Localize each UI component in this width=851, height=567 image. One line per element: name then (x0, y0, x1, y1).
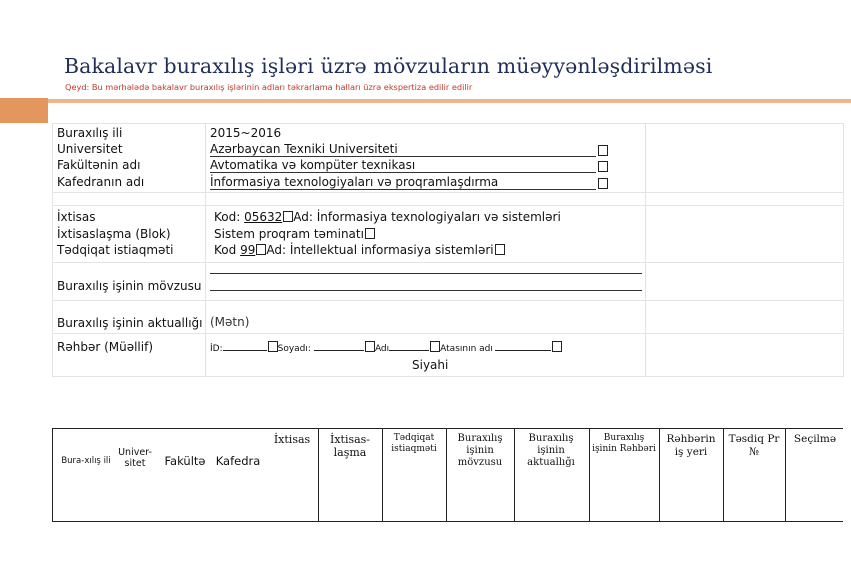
page-title: Bakalavr buraxılış işləri üzrə mövzuların müəyyənləşdirilməsi (64, 54, 713, 78)
col-department: Kafedra (215, 454, 261, 468)
col-year: Bura-xılış ili (61, 456, 111, 466)
grid-line (645, 123, 646, 376)
specialization-label: İxtisaslaşma (Blok) (57, 227, 171, 241)
topic-line[interactable] (210, 290, 642, 291)
year-label: Buraxılış ili (57, 126, 123, 140)
faculty-value: Avtomatika və kompüter texnikası (210, 158, 416, 172)
grid-line (52, 300, 844, 301)
supervisor-label: Rəhbər (Müəllif) (57, 340, 154, 354)
specialization-field[interactable] (214, 227, 375, 241)
specialty-code-prefix: Kod: (214, 210, 241, 224)
research-field[interactable] (214, 243, 505, 257)
department-label: Kafedranın adı (57, 175, 145, 189)
department-value: İnformasiya texnologiyaları və proqramlaşdırma (210, 175, 499, 189)
col-specialization: İxtisas-laşma (329, 433, 371, 460)
specialty-label: İxtisas (57, 210, 96, 224)
checkbox-icon[interactable] (495, 244, 505, 255)
faculty-field[interactable] (210, 158, 415, 172)
topic-line[interactable] (210, 273, 642, 274)
supervisor-surname-label: Soyadı: (277, 344, 311, 354)
supervisor-father-label: Atasının adı (440, 344, 493, 354)
col-specialty: İxtisas (273, 433, 311, 446)
underline (210, 156, 596, 157)
header-accent-block (0, 98, 48, 123)
year-value: 2015~2016 (210, 126, 282, 140)
list-title: Siyahi (412, 358, 449, 372)
grid-line (52, 123, 844, 124)
col-supervisor: Buraxılış işinin Rəhbəri (592, 433, 656, 454)
topic-label: Buraxılış işinin mövzusu (57, 279, 202, 293)
specialty-name: Ad: İnformasiya texnologiyaları və sistemləri (293, 210, 561, 224)
grid-line (52, 333, 844, 334)
grid-line (843, 123, 844, 376)
header-divider (0, 99, 851, 103)
grid-line (52, 123, 53, 376)
grid-line (52, 205, 844, 206)
relevance-label: Buraxılış işinin aktuallığı (57, 316, 203, 330)
checkbox-icon[interactable] (365, 341, 375, 352)
checkbox-icon[interactable] (430, 341, 440, 352)
checkbox-icon[interactable] (365, 228, 375, 239)
specialization-value: Sistem proqram təminatı (214, 227, 364, 241)
col-faculty: Fakültə (164, 454, 206, 468)
col-research: Tədqiqat istiaqməti (391, 433, 437, 454)
col-university: Univer-sitet (118, 447, 152, 470)
relevance-value[interactable]: (Mətn) (210, 315, 250, 329)
note-text: Qeyd: Bu mərhələdə bakalavr buraxılış işlərinin adları təkrarlama halları üzrə ekspertiza edilir edilir (65, 82, 473, 92)
checkbox-icon[interactable] (598, 178, 608, 189)
supervisor-id-label: İD: (210, 344, 223, 354)
specialty-code: 05632 (244, 210, 283, 224)
underline (210, 189, 596, 190)
col-relevance: Buraxılış işinin aktuallığı (527, 433, 575, 468)
underline (210, 172, 596, 173)
faculty-label: Fakültənin adı (57, 158, 141, 172)
col-workplace: Rəhbərin iş yeri (666, 433, 716, 458)
university-field[interactable] (210, 142, 398, 156)
col-selection: Seçilmə (793, 433, 837, 445)
supervisor-name-label: Adı (374, 344, 390, 354)
checkbox-icon[interactable] (598, 145, 608, 156)
university-value: Azərbaycan Texniki Universiteti (210, 142, 398, 156)
research-label: Tədqiqat istiaqməti (57, 243, 174, 257)
checkbox-icon[interactable] (283, 211, 293, 222)
specialty-field[interactable] (214, 210, 561, 224)
grid-line (52, 192, 844, 193)
checkbox-icon[interactable] (598, 161, 608, 172)
department-field[interactable] (210, 175, 498, 189)
grid-line (205, 123, 206, 376)
university-label: Universitet (57, 142, 123, 156)
col-topic: Buraxılış işinin mövzusu (457, 433, 503, 468)
research-name: Ad: İntellektual informasiya sistemləri (266, 243, 494, 257)
col-approval: Təsdiq Pr № (728, 433, 780, 458)
grid-line (52, 262, 844, 263)
research-code: 99 (240, 243, 256, 257)
research-code-prefix: Kod (214, 243, 237, 257)
grid-line (52, 376, 844, 377)
supervisor-fields[interactable] (210, 341, 562, 354)
checkbox-icon[interactable] (552, 341, 562, 352)
list-table (52, 428, 843, 522)
checkbox-icon[interactable] (256, 244, 266, 255)
checkbox-icon[interactable] (268, 341, 278, 352)
